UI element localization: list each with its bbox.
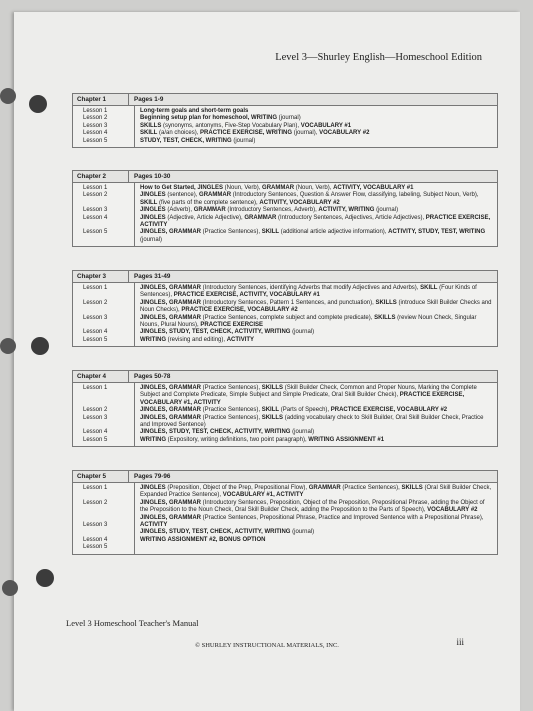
description-column	[135, 106, 497, 147]
lesson-label: Lesson 5	[83, 229, 108, 236]
description-segment: JINGLES, GRAMMAR	[140, 314, 202, 321]
description-segment: VOCABULARY #2	[427, 507, 478, 514]
description-column	[135, 183, 497, 246]
description-segment: SKILLS	[140, 122, 162, 129]
lesson-description	[140, 437, 492, 444]
lesson-column	[73, 283, 135, 346]
description-segment: PRACTICE EXERCISE, VOCABULARY #2	[330, 407, 448, 414]
description-segment: (Introductory Sentences, Preposition, Object of the Preposition, Prepositional Phrase, adding the Object of the Preposition to the Noun Check, Oral Skill Builder Check, adding the Preposition to the Parts of Speech),	[140, 499, 485, 514]
binder-hole-bottom	[36, 569, 54, 587]
lesson-label	[83, 322, 134, 329]
description-segment: JINGLES, STUDY, TEST, CHECK, ACTIVITY, WRITING	[140, 529, 291, 536]
description-segment: JINGLES, GRAMMAR	[140, 414, 202, 421]
lesson-description	[140, 329, 492, 336]
description-segment: JINGLES, GRAMMAR	[140, 299, 202, 306]
description-segment: (journal)	[231, 137, 256, 144]
lesson-label	[83, 200, 134, 207]
chapter-table	[72, 270, 498, 347]
description-segment: (Practice Sentences, Prepositional Phrase, Practice and Improved Sentence with a Prepositional Phrase),	[201, 514, 484, 521]
description-segment: GRAMMAR	[193, 207, 226, 214]
lesson-label: Lesson 2	[83, 407, 108, 414]
chapter-pages: Pages 1-9	[134, 96, 164, 103]
description-segment: (journal)	[290, 429, 315, 436]
description-segment: JINGLES	[140, 214, 166, 221]
lesson-description	[140, 192, 492, 207]
description-segment: (Introductory Sentences, Question & Answer Flow, classifying, labeling, Subject Noun, Verb),	[231, 192, 479, 199]
lesson-label	[83, 400, 134, 407]
lesson-description	[140, 515, 492, 530]
lesson-description	[140, 285, 492, 300]
description-segment: (journal)	[374, 207, 399, 214]
lesson-label: Lesson 3	[83, 122, 108, 129]
description-segment: (Expository, writing definitions, two point paragraph),	[166, 436, 309, 443]
lesson-label: Lesson 3	[83, 314, 108, 321]
chapter-pages: Pages 79-96	[134, 473, 171, 480]
description-segment: (Practice Sentences),	[201, 229, 262, 236]
lesson-label: Lesson 5	[83, 436, 108, 443]
description-segment: (synonyms, antonyms, Five-Step Vocabulary Plan),	[161, 122, 301, 129]
description-segment: (Four Kinds of Sentences),	[140, 285, 477, 299]
description-segment: WRITING ASSIGNMENT #2, BONUS OPTION	[140, 536, 266, 543]
lesson-description	[140, 108, 492, 115]
lesson-description	[140, 138, 492, 145]
description-segment: VOCABULARY #2	[319, 130, 370, 137]
lesson-description	[140, 500, 492, 515]
lesson-label	[83, 392, 134, 399]
lesson-label: Lesson 3	[83, 414, 108, 421]
description-segment: JINGLES, STUDY, TEST, CHECK, ACTIVITY, WRITING	[140, 329, 291, 336]
description-segment: (Oral Skill Builder Check, Expanded Practice Sentence),	[140, 485, 492, 499]
lesson-label: Lesson 3	[83, 522, 108, 529]
lesson-description	[140, 130, 492, 137]
description-segment: (adding vocabulary check to Skill Builder, Oral Skill Builder Check, Practice and Improved Sentence)	[140, 414, 484, 429]
description-segment: ACTIVITY	[226, 336, 255, 343]
description-segment: SKILL	[420, 285, 438, 291]
lesson-label: Lesson 1	[83, 485, 108, 491]
description-segment: (Noun, Verb),	[223, 185, 263, 191]
lesson-description	[140, 300, 492, 315]
chapter-table	[72, 470, 498, 555]
lesson-label: Lesson 5	[83, 544, 108, 551]
description-segment: JINGLES, GRAMMAR	[140, 407, 202, 414]
lesson-description	[140, 337, 492, 344]
description-segment: PRACTICE EXERCISE, VOCABULARY #2	[181, 307, 298, 314]
lesson-description	[140, 315, 492, 330]
description-column	[135, 383, 497, 446]
chapter-label: Chapter 1	[73, 94, 129, 105]
description-segment: (Practice Sentences),	[201, 385, 262, 391]
description-segment: JINGLES, GRAMMAR	[140, 385, 202, 391]
description-segment: (journal)	[277, 115, 301, 122]
description-segment: GRAMMAR	[262, 185, 295, 191]
description-segment: (Practice Sentences),	[340, 485, 402, 491]
description-segment: SKILLS	[261, 385, 284, 391]
chapter-header	[73, 94, 497, 106]
lesson-label: Lesson 1	[83, 185, 108, 191]
edition-header: Level 3—Shurley English—Homeschool Edition	[275, 52, 482, 63]
chapter-label: Chapter 4	[73, 371, 129, 382]
description-segment: ACTIVITY, VOCABULARY #2	[259, 199, 340, 206]
description-segment: SKILL	[140, 199, 158, 206]
document-page	[14, 12, 520, 711]
description-segment: WRITING	[140, 436, 166, 443]
lesson-description	[140, 429, 492, 436]
lesson-label	[83, 237, 134, 244]
chapter-pages: Pages 50-78	[134, 373, 171, 380]
description-segment: (Practice Sentences, complete subject and complete predicate),	[201, 314, 375, 321]
description-segment: ACTIVITY, STUDY, TEST, WRITING	[388, 229, 486, 236]
lesson-label: Lesson 1	[83, 285, 108, 291]
chapter-header	[73, 471, 497, 483]
description-segment: JINGLES, GRAMMAR	[140, 229, 202, 236]
lesson-label: Lesson 5	[83, 336, 108, 343]
lesson-label: Lesson 1	[83, 108, 108, 114]
chapter-header	[73, 271, 497, 283]
lesson-label	[83, 292, 134, 299]
lesson-label	[83, 529, 134, 536]
lesson-description	[140, 407, 492, 414]
lesson-label	[83, 515, 134, 522]
lesson-description	[140, 529, 492, 536]
manual-title: Level 3 Homeschool Teacher's Manual	[66, 618, 199, 628]
description-segment: (introduce Skill Builder Checks and Noun Checks),	[140, 299, 492, 314]
lesson-column	[73, 183, 135, 246]
description-segment: JINGLES	[140, 192, 166, 199]
lesson-label: Lesson 4	[83, 329, 108, 336]
description-segment: PRACTICE EXERCISE, WRITING	[200, 130, 293, 137]
description-segment: (review Noun Check, Singular Nouns, Plural Nouns),	[140, 314, 477, 329]
lesson-label: Lesson 2	[83, 499, 108, 506]
description-segment: JINGLES, GRAMMAR	[140, 285, 202, 291]
description-column	[135, 283, 497, 346]
description-segment: (Introductory Sentences, identifying Adverbs that modify Adjectives and Adverbs),	[201, 285, 421, 291]
description-segment: (sentence),	[165, 192, 200, 199]
lesson-column	[73, 383, 135, 446]
chapter-table	[72, 93, 498, 148]
description-segment: (revising and editing),	[166, 336, 227, 343]
lesson-label: Lesson 3	[83, 207, 108, 214]
description-segment: WRITING	[140, 336, 166, 343]
chapter-label: Chapter 2	[73, 171, 129, 182]
description-segment: SKILL	[261, 229, 280, 236]
lesson-column	[73, 106, 135, 147]
lesson-label: Lesson 4	[83, 130, 108, 137]
chapter-table	[72, 170, 498, 247]
lesson-label: Lesson 4	[83, 214, 108, 221]
lesson-label	[83, 222, 134, 229]
lesson-description	[140, 537, 492, 544]
description-segment: (Introductory Sentences, Adverb),	[225, 207, 319, 214]
lesson-description	[140, 123, 492, 130]
description-segment: JINGLES	[140, 207, 166, 214]
description-segment: PRACTICE EXERCISE	[200, 322, 264, 329]
lesson-label: Lesson 2	[83, 192, 108, 199]
lesson-description	[140, 229, 492, 244]
description-segment: SKILLS	[261, 414, 284, 421]
description-segment: SKILLS	[401, 485, 423, 491]
description-segment: JINGLES, GRAMMAR	[140, 514, 202, 521]
lesson-description	[140, 415, 492, 430]
description-segment: (Adverb),	[165, 207, 194, 214]
description-segment: (five parts of the complete sentence),	[157, 199, 260, 206]
description-column	[135, 483, 497, 554]
description-segment: JINGLES	[140, 485, 166, 491]
description-segment: GRAMMAR	[308, 485, 341, 491]
description-segment: (journal)	[140, 236, 163, 243]
description-segment: SKILLS	[375, 299, 397, 306]
lesson-label: Lesson 2	[83, 299, 108, 306]
description-segment: STUDY, TEST, CHECK, WRITING	[140, 137, 232, 144]
lesson-label	[83, 422, 134, 429]
chapter-header	[73, 371, 497, 383]
description-segment: JINGLES, STUDY, TEST, CHECK, ACTIVITY, WRITING	[140, 429, 291, 436]
copyright-notice: © SHURLEY INSTRUCTIONAL MATERIALS, INC.	[195, 642, 339, 649]
lesson-label	[83, 307, 134, 314]
description-segment: PRACTICE EXERCISE, ACTIVITY, VOCABULARY #1	[173, 292, 320, 299]
lesson-label: Lesson 1	[83, 385, 108, 391]
description-segment: (Introductory Sentences, Adjectives, Article Adjectives),	[276, 214, 426, 221]
description-segment: (Skill Builder Check, Common and Proper Nouns, Marking the Complete Subject and Complete Predicate, Simple Subject and Simple Predicate, Oral Skill Builder Check),	[140, 385, 477, 399]
description-segment: (Parts of Speech),	[279, 407, 331, 414]
chapter-label: Chapter 3	[73, 271, 129, 282]
description-segment: SKILLS	[374, 314, 396, 321]
binder-hole-edge-bottom	[2, 580, 18, 596]
page-number: iii	[456, 637, 464, 647]
description-segment: ACTIVITY, VOCABULARY #1	[333, 185, 414, 191]
description-segment: (Practice Sentences),	[201, 407, 262, 414]
description-segment: (journal)	[290, 329, 315, 336]
description-segment: (journal),	[292, 130, 320, 137]
lesson-description	[140, 485, 492, 500]
lesson-label	[83, 492, 134, 499]
description-segment: WRITING	[251, 115, 278, 122]
description-segment: VOCABULARY #1, ACTIVITY	[222, 492, 304, 499]
description-segment: ACTIVITY, WRITING	[318, 207, 375, 214]
chapter-label: Chapter 5	[73, 471, 129, 482]
description-segment: (journal)	[290, 529, 315, 536]
lesson-label: Lesson 2	[83, 115, 108, 122]
binder-hole-edge-middle	[0, 338, 16, 354]
description-segment: PRACTICE EXERCISE, ACTIVITY	[140, 214, 491, 229]
description-segment: (additional article adjective information),	[279, 229, 389, 236]
lesson-label	[83, 507, 134, 514]
chapter-pages: Pages 10-30	[134, 173, 171, 180]
description-segment: ACTIVITY	[140, 522, 168, 529]
description-segment: (Adjective, Article Adjective),	[165, 214, 245, 221]
chapter-header	[73, 171, 497, 183]
lesson-description	[140, 115, 492, 122]
lesson-label: Lesson 5	[83, 137, 108, 144]
description-segment: (Practice Sentences),	[201, 414, 262, 421]
description-segment: Long-term goals and short-term goals	[140, 108, 249, 114]
lesson-description	[140, 385, 492, 407]
description-segment: SKILL	[140, 130, 158, 137]
description-segment: (a/an choices),	[157, 130, 201, 137]
description-segment: GRAMMAR	[199, 192, 232, 199]
chapter-table	[72, 370, 498, 447]
description-segment: PRACTICE EXERCISE, VOCABULARY #1, ACTIVITY	[140, 392, 465, 406]
description-segment: VOCABULARY #1	[300, 122, 352, 129]
lesson-label: Lesson 4	[83, 536, 108, 543]
lesson-label: Lesson 4	[83, 429, 108, 436]
lesson-description	[140, 207, 492, 214]
lesson-column	[73, 483, 135, 554]
description-segment: How to Get Started, JINGLES	[140, 185, 224, 191]
description-segment: JINGLES, GRAMMAR	[140, 499, 202, 506]
lesson-description	[140, 215, 492, 230]
binder-hole-middle	[31, 337, 49, 355]
lesson-description	[140, 185, 492, 192]
description-segment: (Introductory Sentences, Pattern 1 Sentences, and punctuation),	[201, 299, 376, 306]
description-segment: GRAMMAR	[244, 214, 277, 221]
description-segment: (Preposition, Object of the Prep, Prepositional Flow),	[165, 485, 309, 491]
description-segment: WRITING ASSIGNMENT #1	[308, 436, 385, 443]
chapter-pages: Pages 31-49	[134, 273, 171, 280]
description-segment: Beginning setup plan for homeschool,	[140, 115, 252, 122]
description-segment: (Noun, Verb),	[294, 185, 334, 191]
description-segment: SKILL	[261, 407, 280, 414]
